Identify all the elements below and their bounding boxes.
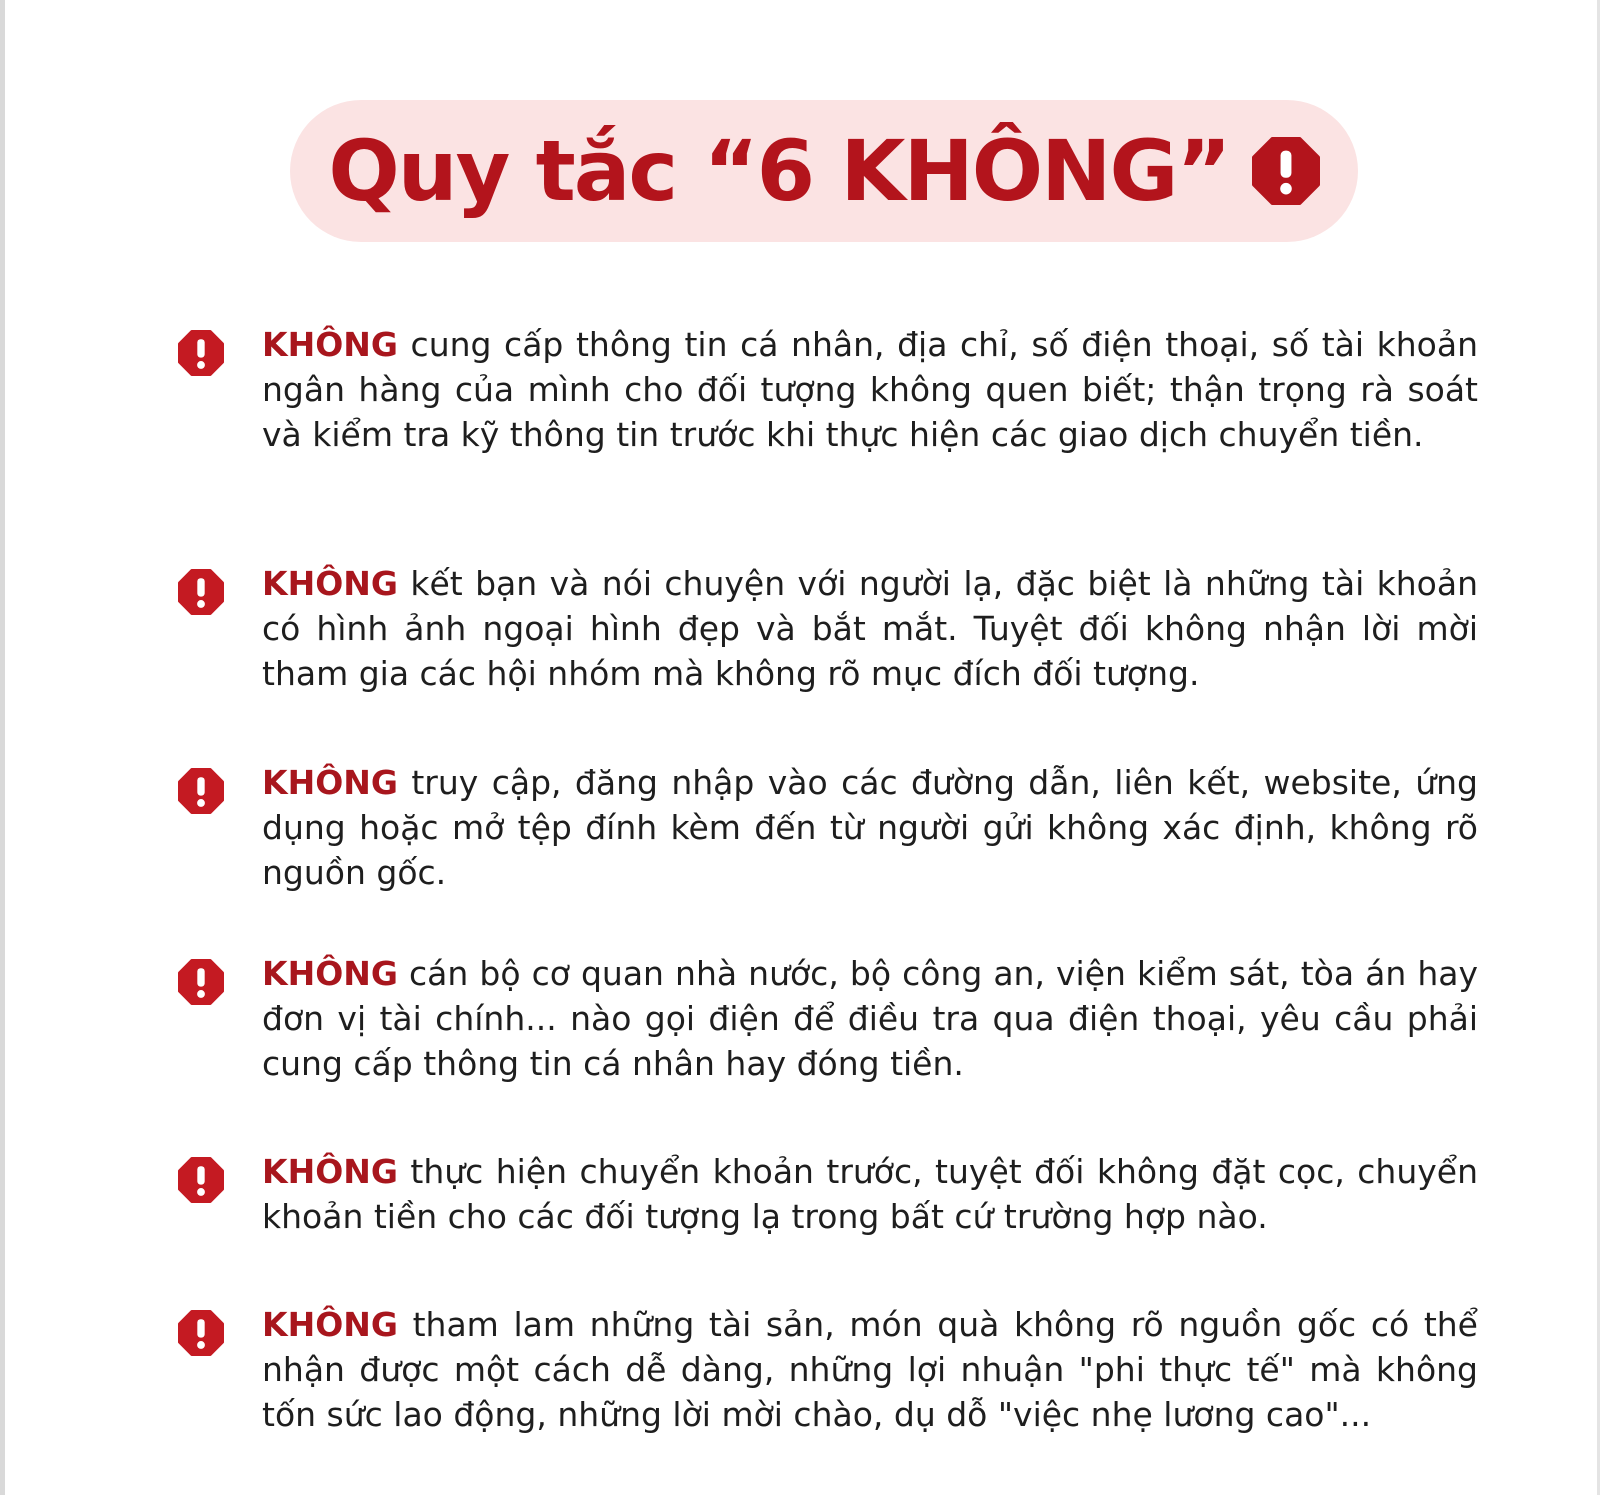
- rule-body: truy cập, đăng nhập vào các đường dẫn, liên kết, website, ứng dụng hoặc mở tệp đính kèm đến từ người gửi không xác định, không rõ nguồn gốc.: [262, 763, 1478, 892]
- alert-octagon-icon: [178, 330, 224, 376]
- rule-text: [262, 1149, 1478, 1239]
- title-banner: [290, 100, 1358, 242]
- alert-octagon-icon: [178, 1310, 224, 1356]
- rule-lead: KHÔNG: [262, 1305, 398, 1344]
- rule-text: [262, 951, 1478, 1086]
- frame-border-left: [0, 0, 5, 1495]
- rule-lead: KHÔNG: [262, 325, 398, 364]
- rule-item-4: [178, 951, 1478, 1086]
- rule-body: kết bạn và nói chuyện với người lạ, đặc biệt là những tài khoản có hình ảnh ngoại hình đẹp và bắt mắt. Tuyệt đối không nhận lời mời tham gia các hội nhóm mà không rõ mục đích đối tượng.: [262, 564, 1478, 693]
- rule-item-5: [178, 1149, 1478, 1239]
- rule-lead: KHÔNG: [262, 954, 398, 993]
- rule-lead: KHÔNG: [262, 763, 398, 802]
- alert-octagon-icon: [178, 1157, 224, 1203]
- page-title: Quy tắc “6 KHÔNG”: [328, 122, 1230, 220]
- rule-body: cung cấp thông tin cá nhân, địa chỉ, số điện thoại, số tài khoản ngân hàng của mình cho đối tượng không quen biết; thận trọng rà soát và kiểm tra kỹ thông tin trước khi thực hiện các giao dịch chuyển tiền.: [262, 325, 1478, 454]
- rule-text: [262, 561, 1478, 696]
- alert-octagon-icon: [1252, 137, 1320, 205]
- alert-octagon-icon: [178, 959, 224, 1005]
- rule-body: tham lam những tài sản, món quà không rõ nguồn gốc có thể nhận được một cách dễ dàng, những lợi nhuận "phi thực tế" mà không tốn sức lao động, những lời mời chào, dụ dỗ "việc nhẹ lương cao"...: [262, 1305, 1478, 1434]
- rule-item-6: [178, 1302, 1478, 1437]
- rule-text: [262, 322, 1478, 457]
- rule-lead: KHÔNG: [262, 1152, 398, 1191]
- rule-item-2: [178, 561, 1478, 696]
- rule-item-1: [178, 322, 1478, 457]
- alert-octagon-icon: [178, 569, 224, 615]
- rule-lead: KHÔNG: [262, 564, 398, 603]
- rule-body: cán bộ cơ quan nhà nước, bộ công an, viện kiểm sát, tòa án hay đơn vị tài chính... nào gọi điện để điều tra qua điện thoại, yêu cầu phải cung cấp thông tin cá nhân hay đóng tiền.: [262, 954, 1478, 1083]
- rule-text: [262, 1302, 1478, 1437]
- rule-text: [262, 760, 1478, 895]
- rule-body: thực hiện chuyển khoản trước, tuyệt đối không đặt cọc, chuyển khoản tiền cho các đối tượng lạ trong bất cứ trường hợp nào.: [262, 1152, 1478, 1236]
- alert-octagon-icon: [178, 768, 224, 814]
- rule-item-3: [178, 760, 1478, 895]
